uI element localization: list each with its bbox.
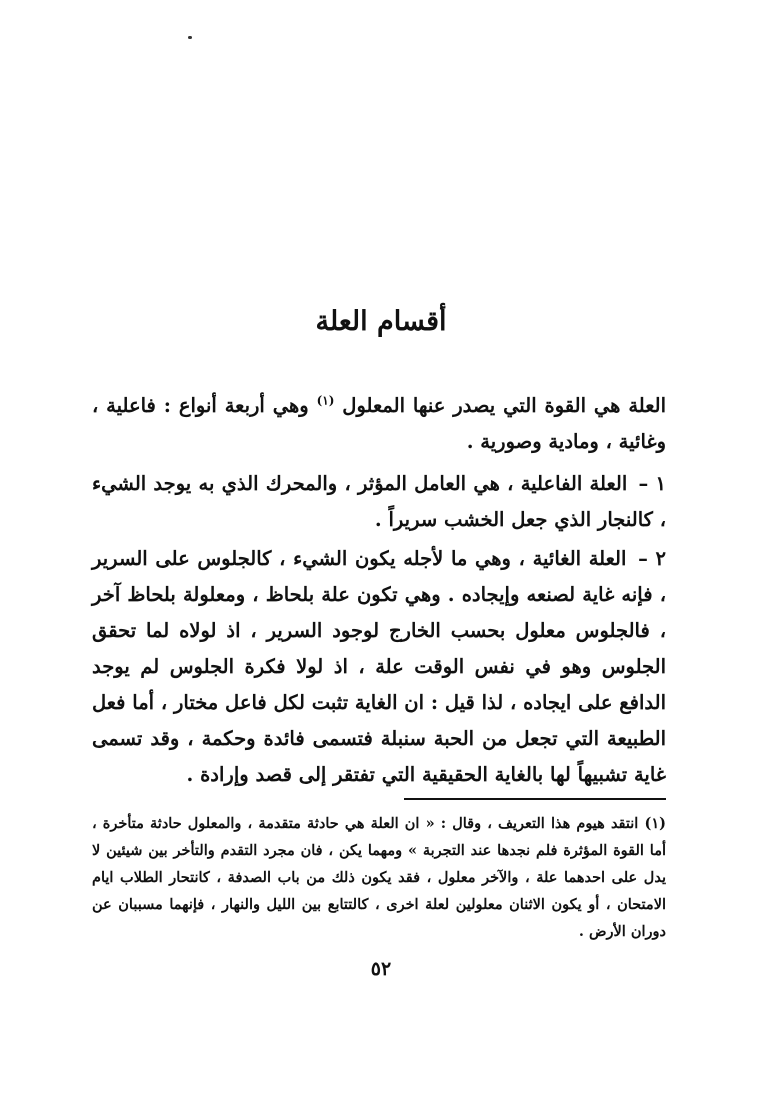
paragraph-number: ٢ – [638,547,666,570]
paragraph-text: العلة الفاعلية ، هي العامل المؤثر ، والمحرك الذي به يوجد الشيء ، كالنجار الذي جعل الخشب سريراً . [92,472,666,531]
page-title: أقسام العلة [315,306,447,337]
paragraph-definition [92,388,666,460]
page-number: ٥٢ [370,958,392,980]
ink-speck [188,36,192,39]
footnote [92,810,666,945]
paragraph-text: العلة الغائية ، وهي ما لأجله يكون الشيء ، كالجلوس على السرير ، فإنه غاية لصنعه وإيجاده . وهي تكون علة بلحاظ ، ومعلولة بلحاظ آخر ، فالجلوس معلول بحسب الخارج لوجود السرير ، اذ لولاه لما تحقق الجلوس وهو في نفس الوقت علة ، اذ لولا فكرة الجلوس لم يوجد الدافع على ايجاده ، لذا قيل : ان الغاية تثبت لكل فاعل مختار ، أما فعل الطبيعة التي تجعل من الحبة سنبلة فتسمى فائدة وحكمة ، وقد تسمى غاية تشبيهاً لها بالغاية الحقيقية التي تفتقر إلى قصد وإرادة . [92,547,666,786]
footnote-text: انتقد هيوم هذا التعريف ، وقال : « ان العلة هي حادثة متقدمة ، والمعلول حادثة متأخرة ، أما القوة المؤثرة فلم نجدها عند التجربة » ومهما يكن ، فان مجرد التقدم والتأخر بين شيئين لا يدل على احدهما علة ، والآخر معلول ، فقد يكون ذلك من باب الصدفة ، كانتحار الطلاب ايام الامتحان ، أو يكون الاثنان معلولين لعلة اخرى ، كالتتابع بين الليل والنهار ، فإنهما مسببان عن دوران الأرض . [92,815,666,940]
paragraph-number: ١ – [638,472,666,495]
footnote-divider [404,798,666,800]
paragraph-text-before-ref: العلة هي القوة التي يصدر عنها المعلول [342,394,666,417]
footnote-marker: (١) [644,815,666,832]
paragraph-efficient-cause [92,466,666,538]
paragraph-final-cause [92,541,666,793]
footnote-reference: (١) [316,393,335,408]
paragraph-text-after-ref: وهي أربعة أنواع : فاعلية ، وغائية ، ومادية وصورية . [92,394,666,453]
